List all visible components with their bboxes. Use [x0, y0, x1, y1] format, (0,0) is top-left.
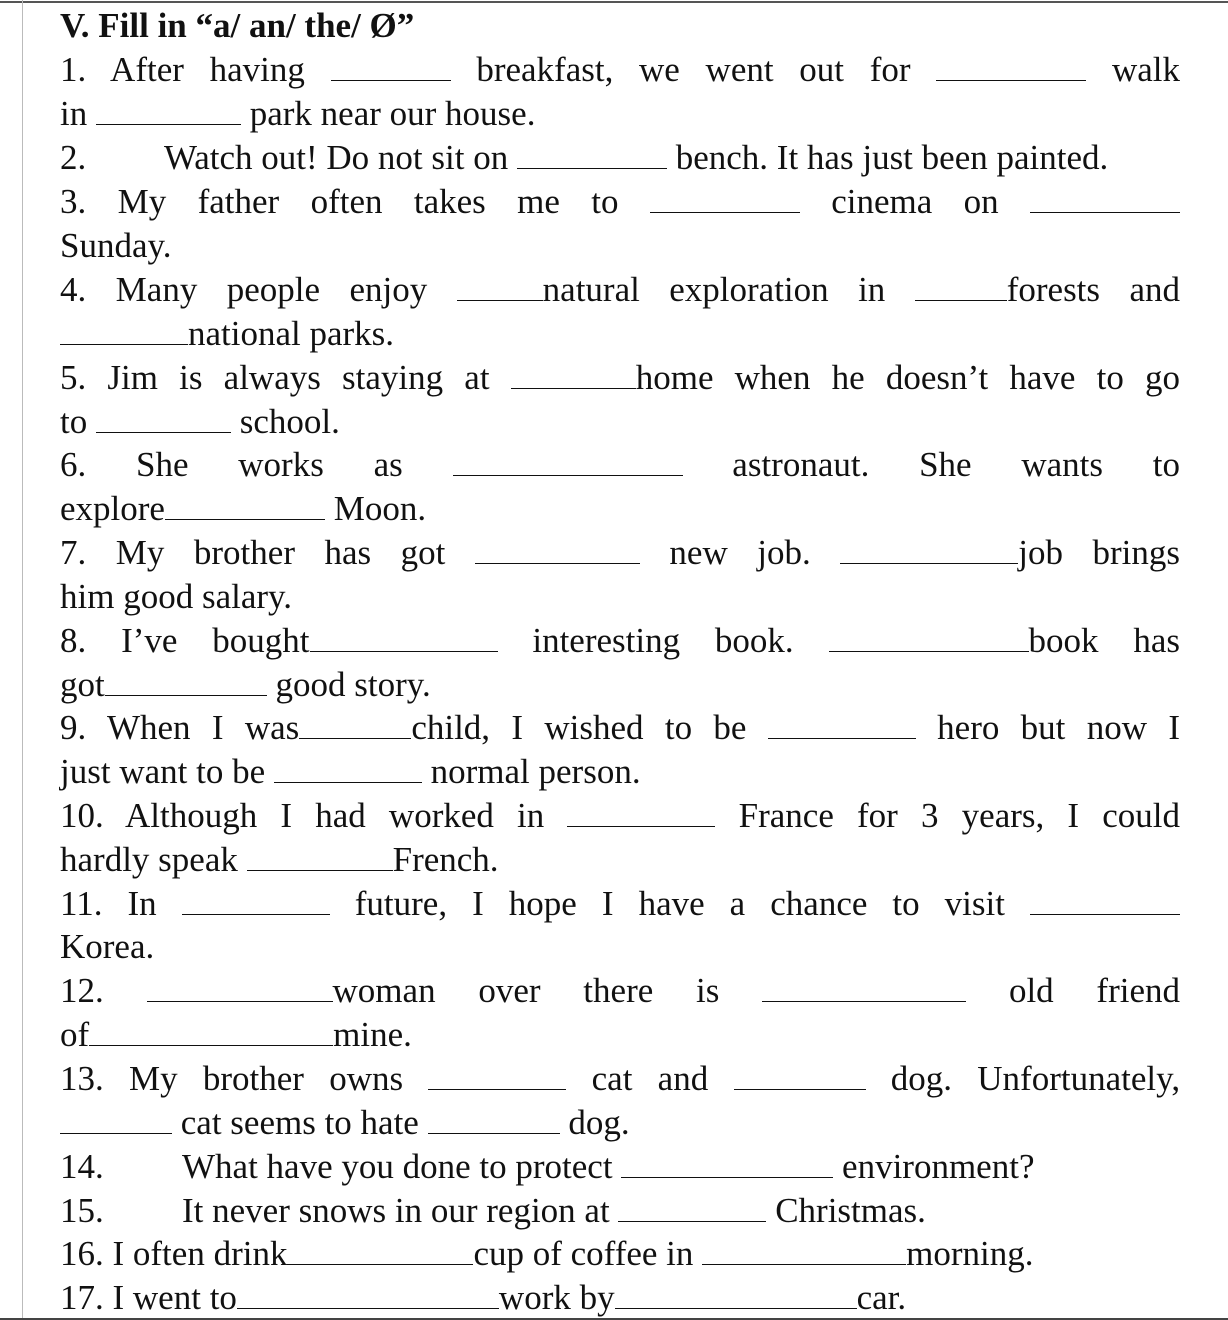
question-11-line-1: 11. In future, I hope I have a chance to visit	[60, 884, 1180, 924]
answer-blank[interactable]	[829, 625, 1029, 652]
question-1-line-1: 1. After having breakfast, we went out for walk	[60, 50, 1181, 89]
answer-blank[interactable]	[453, 449, 683, 476]
question-number: 12.	[60, 971, 104, 1010]
answer-blank[interactable]	[840, 537, 1018, 564]
question-6-line-2: explore Moon.	[60, 489, 427, 528]
answer-blank[interactable]	[96, 98, 241, 125]
question-number: 13.	[60, 1059, 104, 1098]
question-12-line-2: of mine.	[60, 1015, 412, 1054]
answer-blank[interactable]	[702, 1238, 906, 1265]
question-15-line-1: 15. It never snows in our region at Christmas.	[60, 1191, 926, 1230]
question-13-line-2: cat seems to hate dog.	[60, 1103, 1180, 1143]
question-13-line-1: 13. My brother owns cat and dog. Unfortunately,	[60, 1059, 1181, 1098]
answer-blank[interactable]	[428, 1107, 560, 1134]
question-number: 6.	[60, 445, 87, 484]
answer-blank[interactable]	[60, 318, 188, 345]
question-number: 2.	[60, 138, 87, 177]
answer-blank[interactable]	[287, 1238, 473, 1265]
question-number: 1.	[60, 50, 87, 89]
exercise-title: V. Fill in “a/ an/ the/ Ø”	[60, 6, 415, 45]
answer-blank[interactable]	[428, 1063, 566, 1090]
answer-blank[interactable]	[768, 712, 916, 739]
answer-blank[interactable]	[457, 274, 543, 301]
question-7-line-1: 7. My brother has got new job. job brings	[60, 533, 1180, 572]
answer-blank[interactable]	[915, 274, 1007, 301]
question-5-line-1: 5. Jim is always staying at home when he doesn’t have to go	[60, 358, 1181, 397]
question-10-line-1: 10. Although I had worked in France for 3 years, I could	[60, 796, 1181, 835]
question-number: 14.	[60, 1147, 104, 1186]
question-number: 8.	[60, 621, 87, 660]
answer-blank[interactable]	[475, 537, 640, 564]
question-5-line-2: to school.	[60, 402, 340, 441]
question-number: 4.	[60, 270, 87, 309]
question-3-line-2: Sunday.	[60, 226, 172, 265]
answer-blank[interactable]	[517, 142, 667, 169]
question-11-line-2: Korea.	[60, 927, 155, 966]
question-4-line-2: national parks.	[60, 314, 1180, 354]
question-17-line-1: 17. I went to work by car.	[60, 1278, 907, 1317]
question-14-line-1: 14. What have you done to protect environment?	[60, 1147, 1035, 1186]
question-number: 10.	[60, 796, 104, 835]
answer-blank[interactable]	[615, 1282, 857, 1309]
question-number: 17.	[60, 1278, 104, 1317]
question-number: 15.	[60, 1191, 104, 1230]
answer-blank[interactable]	[182, 888, 330, 915]
answer-blank[interactable]	[96, 406, 231, 433]
question-4-line-1: 4. Many people enjoy natural exploration in forests and	[60, 270, 1180, 309]
answer-blank[interactable]	[299, 712, 411, 739]
question-12-line-1: 12. woman over there is old friend	[60, 971, 1181, 1010]
question-number: 9.	[60, 708, 87, 747]
answer-blank[interactable]	[762, 975, 966, 1002]
question-3-line-1: 3. My father often takes me to cinema on	[60, 182, 1180, 222]
answer-blank[interactable]	[331, 54, 451, 81]
answer-blank[interactable]	[511, 362, 636, 389]
question-number: 11.	[60, 884, 103, 923]
question-16-line-1: 16. I often drink cup of coffee in morning.	[60, 1234, 1034, 1273]
question-9-line-1: 9. When I was child, I wished to be hero but now I	[60, 708, 1181, 747]
answer-blank[interactable]	[567, 800, 715, 827]
question-6-line-1: 6. She works as astronaut. She wants to	[60, 445, 1180, 484]
top-border	[0, 1, 1228, 3]
answer-blank[interactable]	[310, 625, 498, 652]
answer-blank[interactable]	[60, 1107, 172, 1134]
question-number: 7.	[60, 533, 87, 572]
question-1-line-2: in park near our house.	[60, 94, 536, 133]
answer-blank[interactable]	[734, 1063, 866, 1090]
answer-blank[interactable]	[247, 844, 393, 871]
answer-blank[interactable]	[650, 186, 800, 213]
question-9-line-2: just want to be normal person.	[60, 752, 641, 791]
question-number: 3.	[60, 182, 87, 221]
answer-blank[interactable]	[618, 1195, 766, 1222]
question-number: 5.	[60, 358, 87, 397]
answer-blank[interactable]	[147, 975, 333, 1002]
answer-blank[interactable]	[936, 54, 1086, 81]
question-2-line-1: 2. Watch out! Do not sit on bench. It has just been painted.	[60, 138, 1109, 177]
left-border	[22, 0, 23, 1320]
question-8-line-2: got good story.	[60, 665, 431, 704]
answer-blank[interactable]	[621, 1151, 833, 1178]
answer-blank[interactable]	[237, 1282, 499, 1309]
question-8-line-1: 8. I’ve bought interesting book. book has	[60, 621, 1181, 660]
answer-blank[interactable]	[165, 493, 325, 520]
answer-blank[interactable]	[89, 1019, 333, 1046]
question-10-line-2: hardly speak French.	[60, 840, 499, 879]
answer-blank[interactable]	[105, 669, 267, 696]
question-number: 16.	[60, 1234, 104, 1273]
question-7-line-2: him good salary.	[60, 577, 292, 616]
answer-blank[interactable]	[1030, 888, 1180, 915]
answer-blank[interactable]	[274, 756, 422, 783]
answer-blank[interactable]	[1030, 186, 1180, 213]
